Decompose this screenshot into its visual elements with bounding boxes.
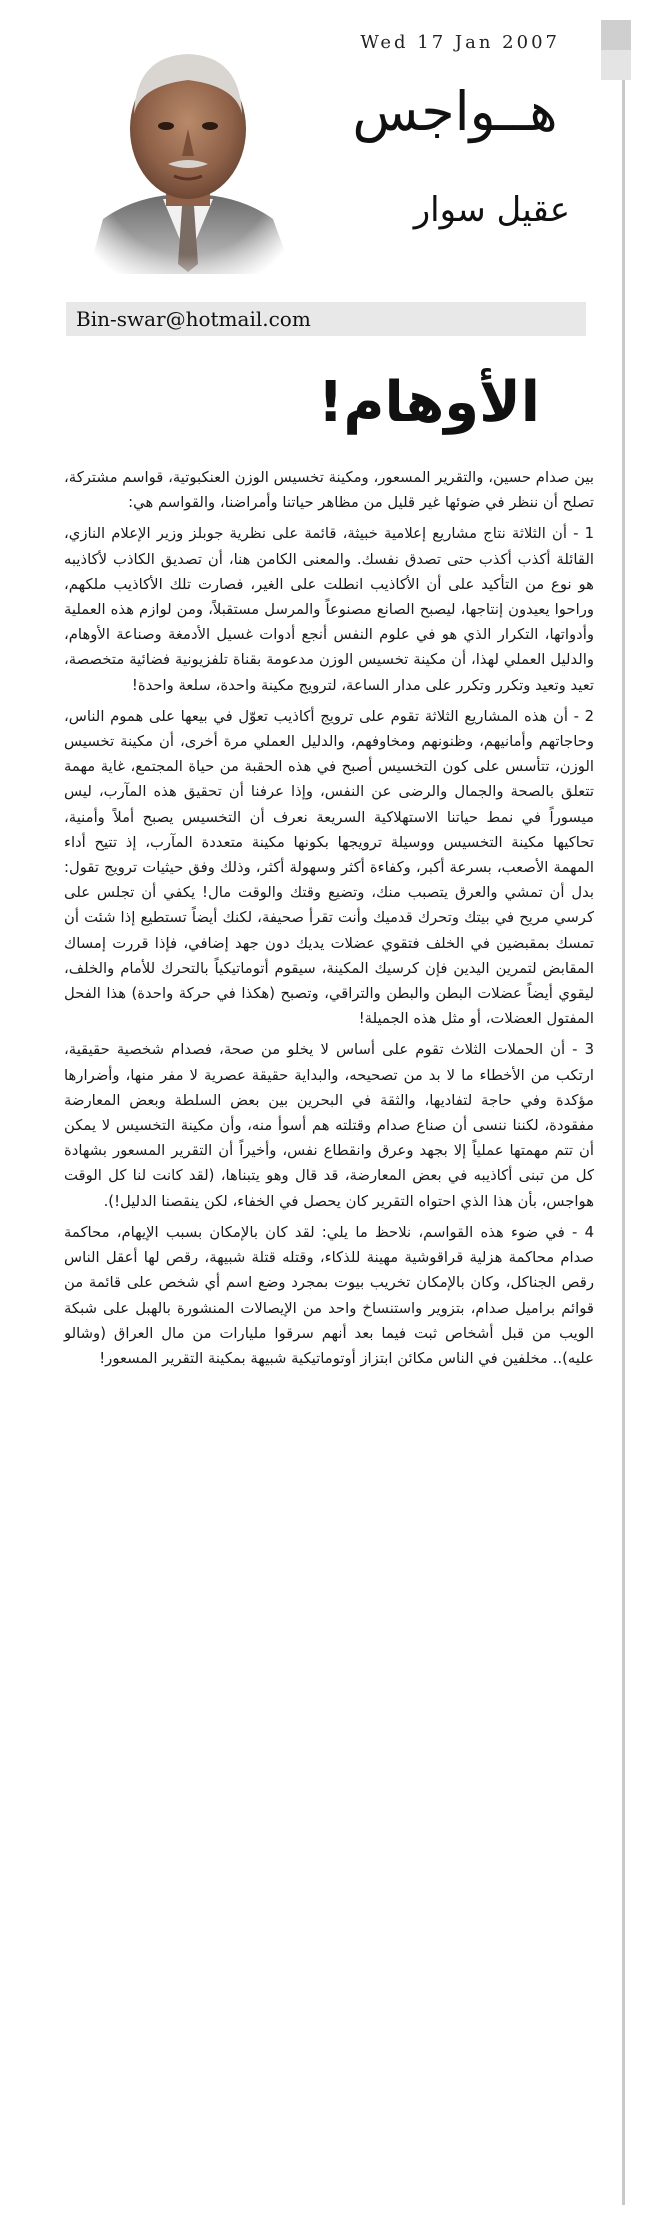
author-email: Bin-swar@hotmail.com <box>76 307 311 331</box>
corner-square-dark <box>601 20 631 50</box>
article-paragraph: 3 - أن الحملات الثلاث تقوم على أساس لا يخلو من صحة، فصدام شخصية حقيقية، ارتكب من الأخطاء ما لا بد من تصحيحه، والبداية حقيقة عصرية لا مفر منها، وأضرارها مؤكدة وفي حاجة لتفاديها، والثقة في البحرين بين بعض السلطة وبعض المعارضة مفقودة، لكننا ننسى أن صناع صدام وقتلته هم أسوأ منه، وأن مكينة التخسيس لا يمكن أن تتم مهمتها عملياً إلا بجهد وعرق وانقطاع نفس، وأخيراً أن التقرير المسعور بشهادة كل من تبنى أكاذيبه في بعض المعارضة، قد قال وهو يتبناها، (لقد كانت لنا كل الوقت هواجس، بأن هذا الذي احتواه التقرير كان يحصل في الخفاء، لكن ينقصنا الدليل!). <box>64 1041 594 1210</box>
right-margin-rule <box>622 20 625 2205</box>
corner-decoration <box>601 20 631 80</box>
corner-square-light <box>601 50 631 80</box>
article-paragraph: 4 - في ضوء هذه القواسم، نلاحظ ما يلي: لقد كان بالإمكان بسبب الإيهام، محاكمة صدام محاكمة هزلية قراقوشية مهينة للذكاء، وقتله قتلة شبيهة، رقص لها أعقل الناس رقص الجناكل، وكان بالإمكان تخريب بيوت بمجرد وضع اسم أي شخص على قائمة من قوائم براميل صدام، بتزوير واستنساخ واحد من الإيصالات المنشورة بالهبل على شبكة الويب من قبل أشخاص ثبت فيما بعد أنهم سرقوا مليارات من مال العراق (وشالو عليه).. مخلفين في الناس مكائن ابتزاز أوتوماتيكية شبيهة بمكينة التقرير المسعور! <box>64 1223 594 1367</box>
email-bar <box>66 302 586 336</box>
publication-date: Wed 17 Jan 2007 <box>360 32 560 53</box>
article-paragraph: بين صدام حسين، والتقرير المسعور، ومكينة تخسيس الوزن العنكبوتية، قواسم مشتركة، تصلح أن ننظر في ضوئها غير قليل من مظاهر حياتنا وأمراضنا، والقواسم هي: <box>64 469 594 512</box>
article-headline: الأوهام! <box>317 370 540 435</box>
article-body <box>64 465 594 1377</box>
column-title: هــواجس <box>352 80 558 143</box>
article-paragraph: 2 - أن هذه المشاريع الثلاثة تقوم على ترويج أكاذيب تعوّل في بيعها على هموم الناس، وحاجاتهم وأمانيهم، وظنونهم ومخاوفهم، والدليل العملي مرة أخرى، أن مكينة تخسيس الوزن، تتأسس على كون التخسيس أصبح في هذه الحقبة من حياة المجتمع، غاية مهمة تتعلق بالصحة والجمال والرضى عن النفس، وإذا عرفنا أن تحقيق هذه المآرب، ليس ميسوراً في نمط حياتنا الاستهلاكية السريعة نعرف أن التخسيس يصبح أملاً وأمنية، تحاكيها مكينة التخسيس ووسيلة ترويجها بكونها مكينة متعددة المآرب، إذ تتيح أداء المهمة الأصعب، بسرعة أكبر، وكفاءة أكثر وسهولة أكثر، وذلك وفق حيثيات ترويج تقول: بدل أن تمشي والعرق يتصبب منك، وتضيع وقتك والوقت مال! يكفي أن تجلس على كرسي مريح في بيتك وتحرك قدميك وأنت تقرأ صحيفة، لكنك أيضاً تستطيع إذا شئت أن تمسك بمقبضين في الخلف فتقوي عضلات يديك دون جهد إضافي، فإذا قررت إمساك المقابض لتمرين اليدين فإن كرسيك المكينة، سيقوم أتوماتيكياً بالتحرك للأمام والخلف، ليقوي أيضاً عضلات البطن والبطن والتراقي، وتصبح (هكذا في حركة واحدة) هذا الفحل المفتول العضلات، أو مثل هذه الجميلة! <box>64 707 594 1028</box>
author-portrait <box>78 34 298 274</box>
article-paragraph: 1 - أن الثلاثة نتاج مشاريع إعلامية خبيثة، قائمة على نظرية جوبلز وزير الإعلام النازي، القائلة أكذب أكذب حتى تصدق نفسك. والمعنى الكامن هنا، أن تصديق الكاذب لأكاذيبه هو نوع من التأكيد على أن الأكاذيب انطلت على الغير، فصارت تلك الأكاذيب ملكهم، وراحوا يعيدون إنتاجها، ليصبح الصانع مصنوعاً والمرسل مستقبلاً، ومن لوازم هذه العملية وأدواتها، التكرار الذي هو في علوم النفس أنجع أدوات غسيل الأدمغة وصناعة الأوهام، والدليل العملي لهذا، أن مكينة تخسيس الوزن مدعومة بقناة تلفزيونية فضائية متخصصة، تعيد وتعيد وتكرر وتكرر على مدار الساعة، لترويج مكينة واحدة، سلعة واحدة! <box>64 525 594 694</box>
author-name: عقيل سوار <box>413 190 570 230</box>
